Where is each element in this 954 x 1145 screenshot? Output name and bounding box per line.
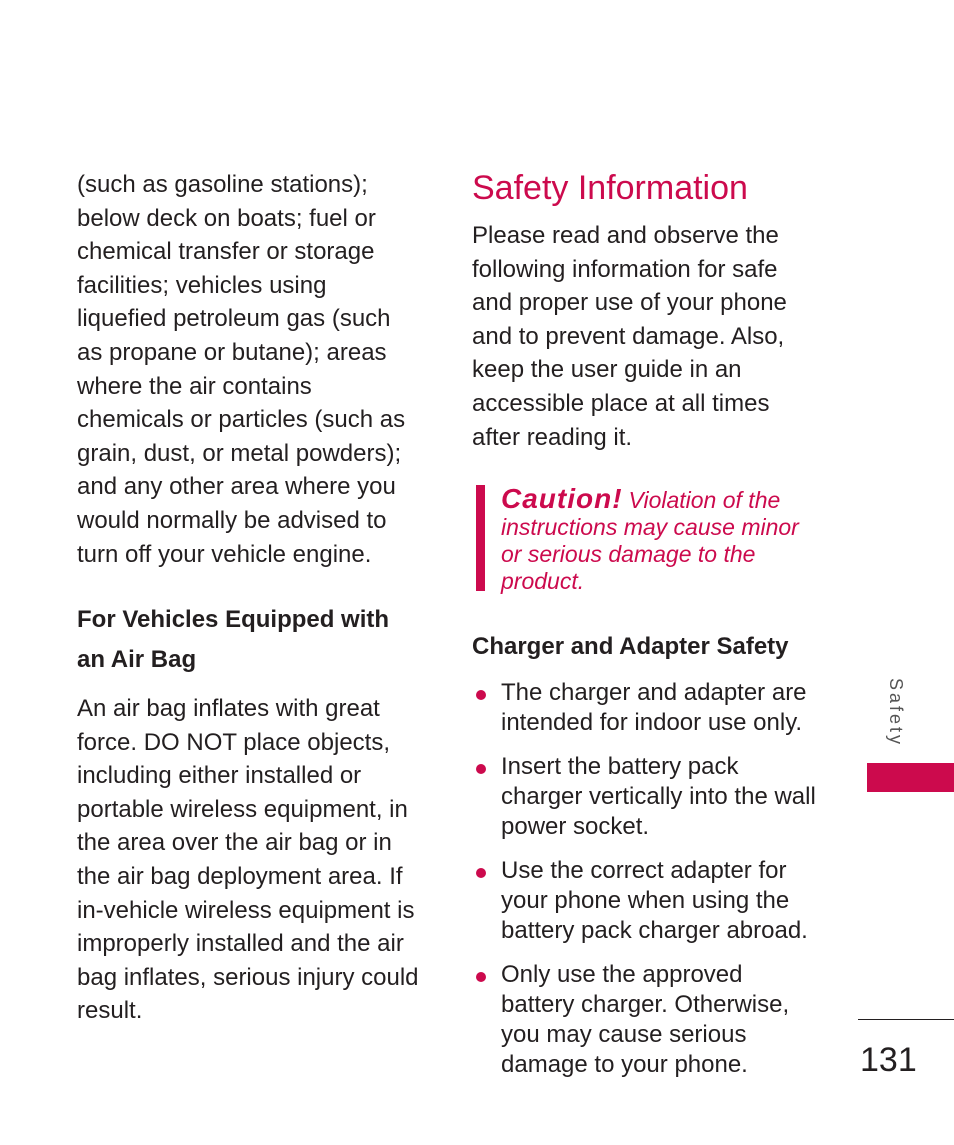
list-item — [472, 752, 822, 842]
caution-bar — [476, 485, 485, 591]
list-item — [472, 960, 822, 1080]
caution-label: Caution! — [501, 483, 623, 514]
page-number: 131 — [860, 1041, 917, 1079]
airbag-paragraph: An air bag inflates with great force. DO NOT place objects, including either installed or portable wireless equipment, in the area over the air bag or in the air bag deployment area. If in-vehicle wireless equipment is improperly installed and the air bag inflates, serious injury could result. — [77, 695, 419, 1025]
list-item-text: Use the correct adapter for your phone when using the battery pack charger abroad. — [501, 857, 808, 944]
caution-callout — [472, 485, 822, 592]
bullet-icon — [476, 868, 486, 878]
page-number-rule — [858, 1019, 954, 1020]
charger-heading: Charger and Adapter Safety — [472, 633, 789, 660]
hazardous-areas-paragraph: (such as gasoline stations); below deck on boats; fuel or chemical transfer or storage facilities; vehicles using liquefied petroleum gas (such as propane or butane); areas where the air contains chemicals or particles (such as grain, dust, or metal powders); and any other area where you would normally be advised to turn off your vehicle engine. — [77, 171, 406, 568]
list-item-text: Only use the approved battery charger. Otherwise, you may cause serious damage to your phone. — [501, 961, 790, 1078]
list-item-text: Insert the battery pack charger vertically into the wall power socket. — [501, 753, 816, 840]
bullet-icon — [476, 764, 486, 774]
caution-text-block — [501, 485, 821, 595]
list-item-text: The charger and adapter are intended for indoor use only. — [501, 679, 807, 736]
airbag-heading: For Vehicles Equipped with an Air Bag — [77, 606, 390, 673]
section-side-label: Safety — [886, 678, 906, 748]
bullet-icon — [476, 972, 486, 982]
charger-safety-list — [472, 678, 822, 1094]
section-tab-marker — [867, 763, 954, 792]
list-item — [472, 678, 822, 738]
page-title: Safety Information — [472, 169, 748, 207]
caution-message: Violation of the instructions may cause minor or serious damage to the product. — [501, 487, 799, 594]
bullet-icon — [476, 690, 486, 700]
intro-paragraph: Please read and observe the following information for safe and proper use of your phone and to prevent damage. Also, keep the user guide in an accessible place at all times after reading it. — [472, 222, 787, 451]
list-item — [472, 856, 822, 946]
